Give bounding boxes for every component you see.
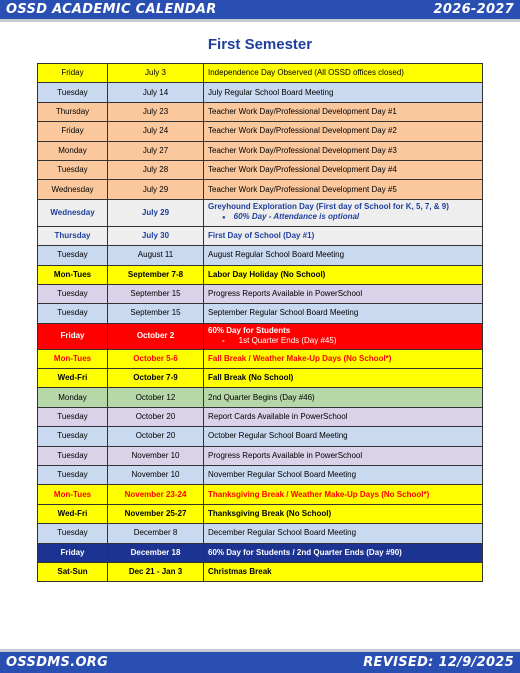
calendar-row (38, 388, 483, 407)
day-cell: Thursday (38, 226, 108, 245)
date-cell: July 30 (108, 226, 204, 245)
footer-bar (0, 649, 520, 673)
day-cell: Tuesday (38, 83, 108, 102)
event-cell: July Regular School Board Meeting (204, 83, 483, 102)
date-cell: December 8 (108, 524, 204, 543)
date-cell: November 25-27 (108, 504, 204, 523)
calendar-row (38, 265, 483, 284)
event-cell: Fall Break / Weather Make-Up Days (No School*) (204, 349, 483, 368)
day-cell: Friday (38, 323, 108, 349)
calendar-row (38, 226, 483, 245)
calendar-row (38, 141, 483, 160)
website-link[interactable]: OSSDMS.ORG (6, 655, 109, 670)
bullet-marker: - (222, 336, 225, 346)
event-subnote-text: 60% Day - Attendance is optional (233, 212, 360, 222)
calendar-row (38, 349, 483, 368)
day-cell: Tuesday (38, 246, 108, 265)
day-cell: Tuesday (38, 466, 108, 485)
event-subnote (208, 212, 482, 223)
date-cell: August 11 (108, 246, 204, 265)
page-title: First Semester (207, 36, 313, 53)
date-cell: October 7-9 (108, 369, 204, 388)
calendar-row (38, 323, 483, 349)
event-title: 60% Day for Students (208, 326, 291, 336)
calendar-row (38, 485, 483, 504)
calendar-row (38, 446, 483, 465)
event-cell: December Regular School Board Meeting (204, 524, 483, 543)
date-cell: July 24 (108, 122, 204, 141)
event-cell: September Regular School Board Meeting (204, 304, 483, 323)
date-cell: Dec 21 - Jan 3 (108, 562, 204, 581)
date-cell: October 20 (108, 407, 204, 426)
header-bar (0, 0, 520, 22)
day-cell: Tuesday (38, 446, 108, 465)
event-cell: August Regular School Board Meeting (204, 246, 483, 265)
date-cell: July 28 (108, 160, 204, 179)
date-cell: November 10 (108, 446, 204, 465)
calendar-row (38, 180, 483, 199)
day-cell: Tuesday (38, 524, 108, 543)
day-cell: Mon-Tues (38, 349, 108, 368)
day-cell: Monday (38, 388, 108, 407)
date-cell: October 20 (108, 427, 204, 446)
event-cell: Report Cards Available in PowerSchool (204, 407, 483, 426)
event-cell: Christmas Break (204, 562, 483, 581)
calendar-row (38, 369, 483, 388)
event-cell: Teacher Work Day/Professional Development Day #4 (204, 160, 483, 179)
day-cell: Wed-Fri (38, 504, 108, 523)
event-cell: Progress Reports Available in PowerSchool (204, 284, 483, 303)
calendar-row (38, 122, 483, 141)
event-subnote (208, 336, 482, 346)
date-cell: July 14 (108, 83, 204, 102)
calendar-row (38, 504, 483, 523)
revised-date: REVISED: 12/9/2025 (363, 655, 514, 670)
event-cell: November Regular School Board Meeting (204, 466, 483, 485)
date-cell: October 12 (108, 388, 204, 407)
event-cell: Labor Day Holiday (No School) (204, 265, 483, 284)
date-cell: July 27 (108, 141, 204, 160)
calendar-row (38, 284, 483, 303)
date-cell: October 2 (108, 323, 204, 349)
day-cell: Tuesday (38, 160, 108, 179)
day-cell: Sat-Sun (38, 562, 108, 581)
day-cell: Mon-Tues (38, 265, 108, 284)
calendar-row (38, 304, 483, 323)
day-cell: Friday (38, 64, 108, 83)
day-cell: Wednesday (38, 199, 108, 226)
calendar-row (38, 524, 483, 543)
day-cell: Wednesday (38, 180, 108, 199)
date-cell: September 15 (108, 284, 204, 303)
event-cell: Progress Reports Available in PowerSchool (204, 446, 483, 465)
date-cell: November 10 (108, 466, 204, 485)
calendar-row (38, 160, 483, 179)
calendar-row (38, 199, 483, 226)
event-cell: Independence Day Observed (All OSSD offices closed) (204, 64, 483, 83)
event-cell: First Day of School (Day #1) (204, 226, 483, 245)
event-cell (204, 323, 483, 349)
day-cell: Tuesday (38, 427, 108, 446)
event-cell: October Regular School Board Meeting (204, 427, 483, 446)
event-cell (204, 199, 483, 226)
event-cell: Teacher Work Day/Professional Development Day #1 (204, 102, 483, 121)
school-year: 2026-2027 (433, 2, 514, 17)
day-cell: Tuesday (38, 304, 108, 323)
bullet-marker: ● (222, 215, 226, 222)
event-cell: 2nd Quarter Begins (Day #46) (204, 388, 483, 407)
event-cell: Teacher Work Day/Professional Development Day #3 (204, 141, 483, 160)
event-cell: Teacher Work Day/Professional Development Day #5 (204, 180, 483, 199)
event-subnote-text: 1st Quarter Ends (Day #45) (238, 336, 337, 346)
day-cell: Wed-Fri (38, 369, 108, 388)
calendar-row (38, 562, 483, 581)
day-cell: Mon-Tues (38, 485, 108, 504)
date-cell: July 23 (108, 102, 204, 121)
date-cell: September 7-8 (108, 265, 204, 284)
calendar-row (38, 407, 483, 426)
event-cell: 60% Day for Students / 2nd Quarter Ends (Day #90) (204, 543, 483, 562)
event-title: Greyhound Exploration Day (First day of School for K, 5, 7, & 9) (208, 202, 449, 212)
date-cell: July 29 (108, 199, 204, 226)
calendar-table (37, 63, 483, 582)
calendar-row (38, 246, 483, 265)
event-cell: Fall Break (No School) (204, 369, 483, 388)
calendar-heading: OSSD ACADEMIC CALENDAR (6, 2, 217, 17)
date-cell: October 5-6 (108, 349, 204, 368)
date-cell: December 18 (108, 543, 204, 562)
date-cell: November 23-24 (108, 485, 204, 504)
event-cell: Teacher Work Day/Professional Development Day #2 (204, 122, 483, 141)
date-cell: September 15 (108, 304, 204, 323)
day-cell: Thursday (38, 102, 108, 121)
calendar-row (38, 83, 483, 102)
event-cell: Thanksgiving Break / Weather Make-Up Days (No School*) (204, 485, 483, 504)
calendar-row (38, 427, 483, 446)
day-cell: Friday (38, 122, 108, 141)
calendar-row (38, 64, 483, 83)
date-cell: July 29 (108, 180, 204, 199)
date-cell: July 3 (108, 64, 204, 83)
day-cell: Tuesday (38, 407, 108, 426)
day-cell: Monday (38, 141, 108, 160)
day-cell: Friday (38, 543, 108, 562)
calendar-row (38, 466, 483, 485)
event-cell: Thanksgiving Break (No School) (204, 504, 483, 523)
calendar-row (38, 543, 483, 562)
day-cell: Tuesday (38, 284, 108, 303)
calendar-row (38, 102, 483, 121)
